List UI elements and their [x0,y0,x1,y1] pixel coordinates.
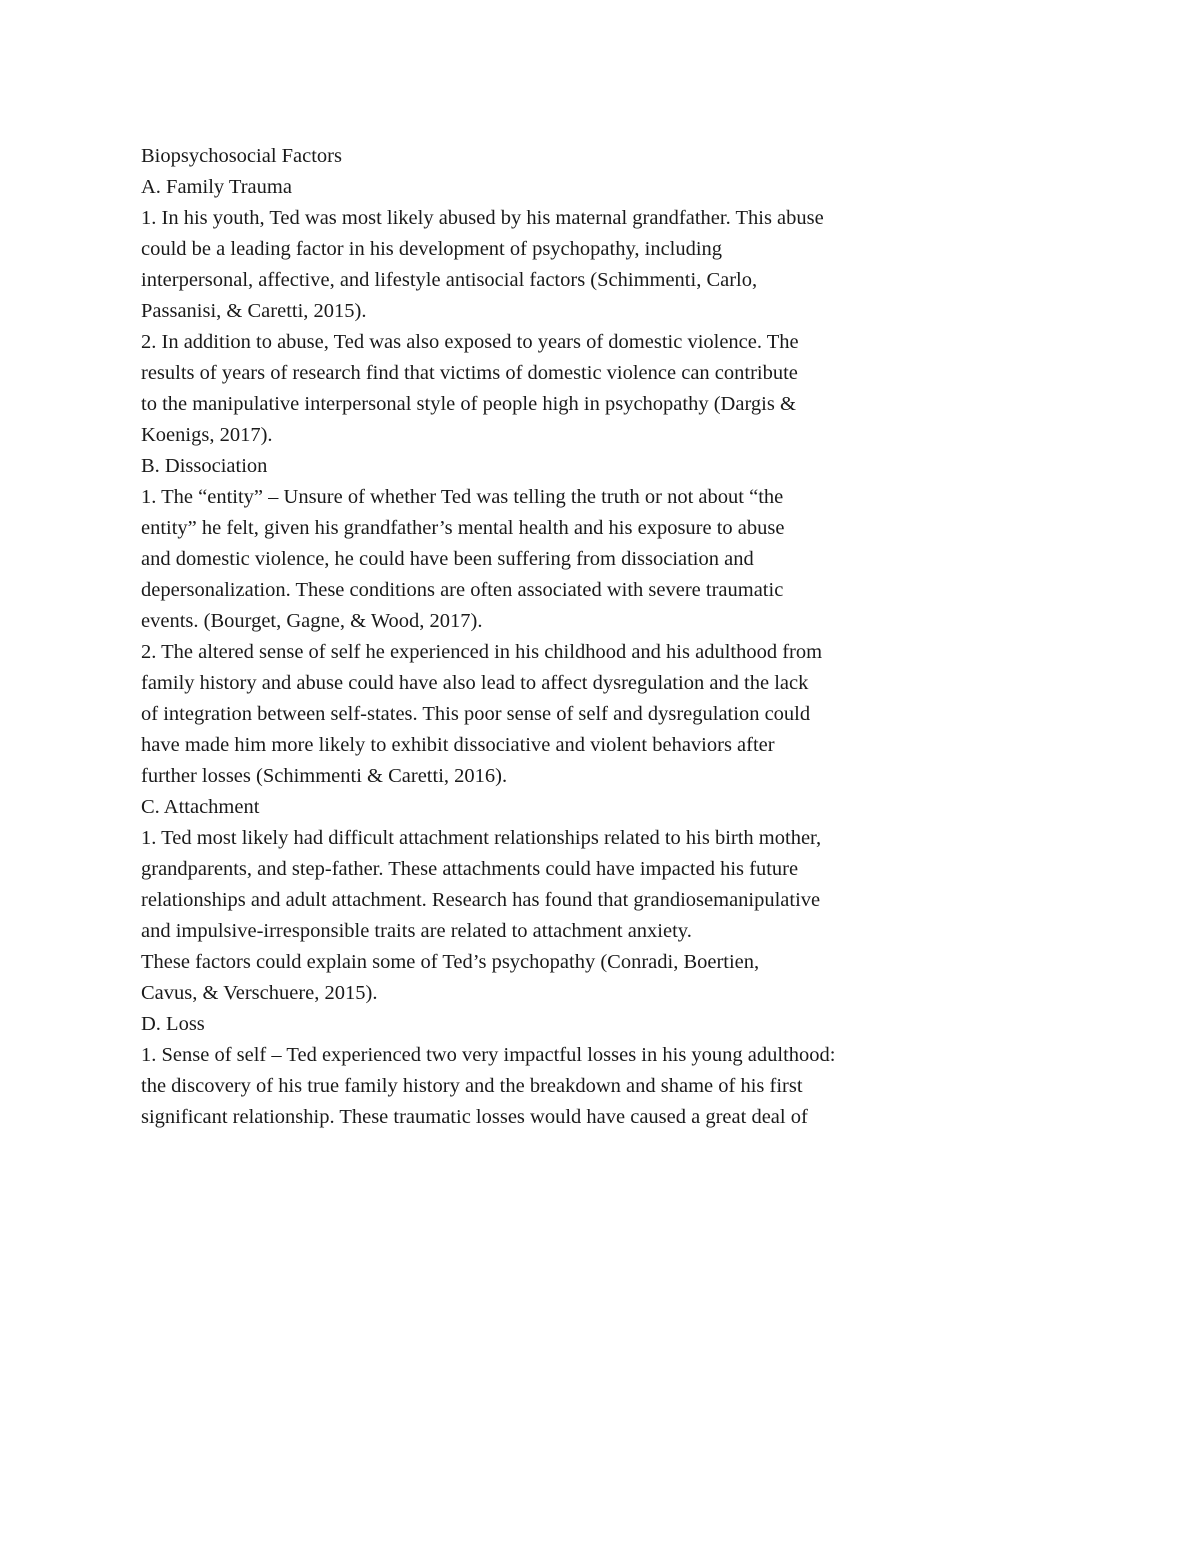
text-line: These factors could explain some of Ted’s psychopathy (Conradi, Boertien, [141,951,760,973]
text-line: Koenigs, 2017). [141,424,273,446]
section-heading-dissociation: B. Dissociation [141,455,268,477]
text-line: 2. In addition to abuse, Ted was also exposed to years of domestic violence. The [141,331,799,353]
text-line: family history and abuse could have also lead to affect dysregulation and the lack [141,672,809,694]
text-line: 1. In his youth, Ted was most likely abused by his maternal grandfather. This abuse [141,207,824,229]
text-line: 1. Ted most likely had difficult attachment relationships related to his birth mother, [141,827,822,849]
text-line: grandparents, and step-father. These attachments could have impacted his future [141,858,799,880]
text-line: depersonalization. These conditions are often associated with severe traumatic [141,579,784,601]
text-line: events. (Bourget, Gagne, & Wood, 2017). [141,610,483,632]
text-line: interpersonal, affective, and lifestyle antisocial factors (Schimmenti, Carlo, [141,269,758,291]
text-line: 1. Sense of self – Ted experienced two very impactful losses in his young adulthood: [141,1044,836,1066]
text-line: Cavus, & Verschuere, 2015). [141,982,378,1004]
text-line: could be a leading factor in his development of psychopathy, including [141,238,723,260]
text-line: relationships and adult attachment. Research has found that grandiosemanipulative [141,889,821,911]
text-line: have made him more likely to exhibit dissociative and violent behaviors after [141,734,775,756]
section-heading-family-trauma: A. Family Trauma [141,176,292,198]
section-heading-loss: D. Loss [141,1013,205,1035]
text-line: significant relationship. These traumatic losses would have caused a great deal of [141,1106,808,1128]
text-line: further losses (Schimmenti & Caretti, 2016). [141,765,508,787]
text-line: results of years of research find that victims of domestic violence can contribute [141,362,798,384]
section-heading-attachment: C. Attachment [141,796,260,818]
text-line: to the manipulative interpersonal style of people high in psychopathy (Dargis & [141,393,796,415]
text-line: 1. The “entity” – Unsure of whether Ted was telling the truth or not about “the [141,486,784,508]
text-line: entity” he felt, given his grandfather’s mental health and his exposure to abuse [141,517,785,539]
text-line: 2. The altered sense of self he experienced in his childhood and his adulthood from [141,641,823,663]
text-line: Passanisi, & Caretti, 2015). [141,300,367,322]
text-line: and domestic violence, he could have been suffering from dissociation and [141,548,754,570]
section-title: Biopsychosocial Factors [141,145,342,167]
text-line: of integration between self-states. This poor sense of self and dysregulation could [141,703,811,725]
text-line: the discovery of his true family history and the breakdown and shame of his first [141,1075,803,1097]
text-line: and impulsive-irresponsible traits are related to attachment anxiety. [141,920,692,942]
document-body [141,141,961,1133]
